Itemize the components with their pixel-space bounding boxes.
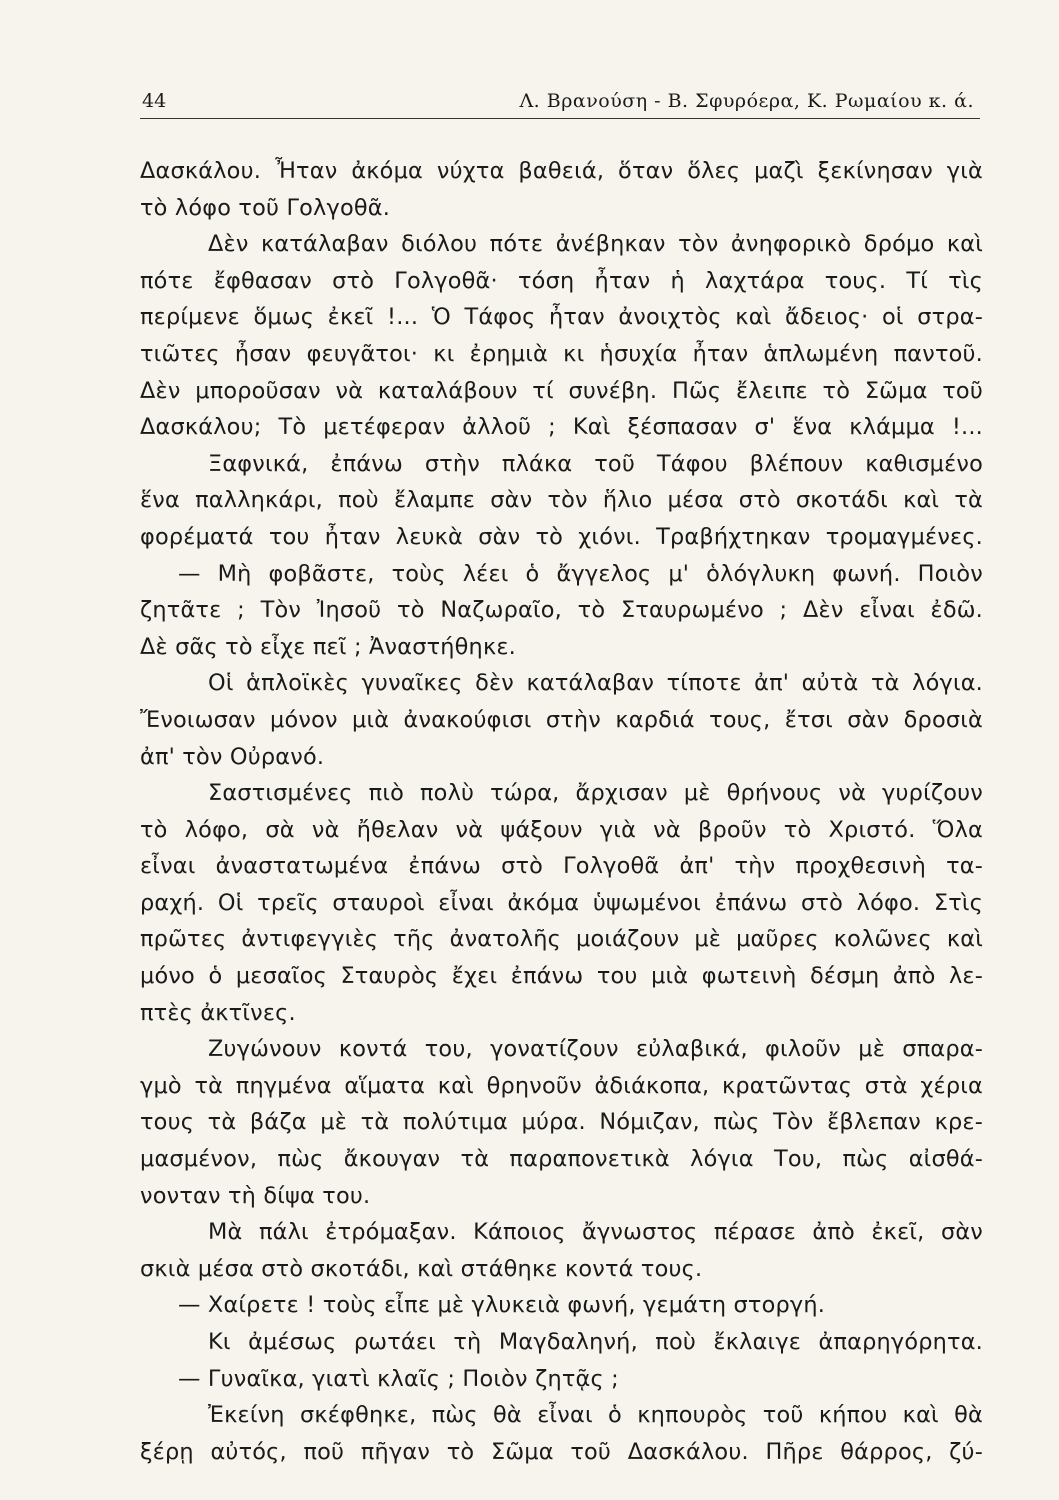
text-line: Ξαφνικά, ἐπάνω στὴν πλάκα τοῦ Τάφου βλέπουν καθισμένο — [208, 450, 983, 477]
text-line: ραχή. Οἱ τρεῖς σταυροὶ εἶναι ἀκόμα ὑψωμένοι ἐπάνω στὸ λόφο. Στὶς — [140, 889, 983, 916]
text-line: τὸ λόφο, σὰ νὰ ἤθελαν νὰ ψάξουν γιὰ νὰ βροῦν τὸ Χριστό. Ὅλα — [140, 816, 983, 843]
text-line: γμὸ τὰ πηγμένα αἵματα καὶ θρηνοῦν ἀδιάκοπα, κρατῶντας στὰ χέρια — [140, 1072, 983, 1099]
text-line: πρῶτες ἀντιφεγγιὲς τῆς ἀνατολῆς μοιάζουν μὲ μαῦρες κολῶνες καὶ — [140, 926, 983, 953]
text-line: — Μὴ φοβᾶστε, τοὺς λέει ὁ ἄγγελος μ' ὁλόγλυκη φωνή. Ποιὸν — [178, 560, 983, 587]
page-header — [140, 86, 980, 119]
running-head: Λ. Βρανούση - Β. Σφυρόερα, Κ. Ρωμαίου κ. ά. — [519, 90, 974, 112]
text-line: Κι ἀμέσως ρωτάει τὴ Μαγδαληνή, ποὺ ἔκλαιγε ἀπαρηγόρητα. — [208, 1329, 983, 1355]
text-line: τους τὰ βάζα μὲ τὰ πολύτιμα μύρα. Νόμιζαν, πὼς Τὸν ἔβλεπαν κρε- — [140, 1109, 983, 1136]
text-line: σκιὰ μέσα στὸ σκοτάδι, καὶ στάθηκε κοντά τους. — [140, 1255, 703, 1282]
text-line: ἀπ' τὸν Οὐρανό. — [140, 743, 325, 770]
text-line: Ἔνοιωσαν μόνον μιὰ ἀνακούφισι στὴν καρδιά τους, ἔτσι σὰν δροσιὰ — [140, 706, 983, 733]
text-line: Ἐκείνη σκέφθηκε, πὼς θὰ εἶναι ὁ κηπουρὸς τοῦ κήπου καὶ θὰ — [208, 1402, 983, 1429]
text-line: Δὲ σᾶς τὸ εἶχε πεῖ ; Ἀναστήθηκε. — [140, 633, 516, 660]
page-number: 44 — [142, 90, 167, 112]
text-line: μόνο ὁ μεσαῖος Σταυρὸς ἔχει ἐπάνω του μιὰ φωτεινὴ δέσμη ἀπὸ λε- — [140, 963, 983, 990]
text-line: ζητᾶτε ; Τὸν Ἰησοῦ τὸ Ναζωραῖο, τὸ Σταυρωμένο ; Δὲν εἶναι ἐδῶ. — [140, 597, 983, 624]
text-line: πτὲς ἀκτῖνες. — [140, 999, 296, 1026]
text-line: νονταν τὴ δίψα του. — [140, 1182, 371, 1209]
text-line: εἶναι ἀναστατωμένα ἐπάνω στὸ Γολγοθᾶ ἀπ' τὴν προχθεσινὴ τα- — [140, 853, 983, 880]
text-line: πότε ἔφθασαν στὸ Γολγοθᾶ· τόση ἦταν ἡ λαχτάρα τους. Τί τὶς — [140, 267, 983, 294]
text-line: Σαστισμένες πιὸ πολὺ τώρα, ἄρχισαν μὲ θρήνους νὰ γυρίζουν — [208, 780, 983, 807]
text-line: — Χαίρετε ! τοὺς εἶπε μὲ γλυκειὰ φωνή, γεμάτη στοργή. — [178, 1292, 826, 1319]
text-line: Μὰ πάλι ἐτρόμαξαν. Κάποιος ἄγνωστος πέρασε ἀπὸ ἐκεῖ, σὰν — [208, 1219, 983, 1246]
text-line: ξέρῃ αὐτός, ποῦ πῆγαν τὸ Σῶμα τοῦ Δασκάλου. Πῆρε θάρρος, ζύ- — [140, 1438, 983, 1465]
text-line: Δασκάλου; Τὸ μετέφεραν ἀλλοῦ ; Καὶ ξέσπασαν σ' ἕνα κλάμμα !... — [140, 414, 983, 441]
body-text — [140, 153, 983, 1470]
text-line: μασμένον, πὼς ἄκουγαν τὰ παραπονετικὰ λόγια Του, πὼς αἰσθά- — [140, 1146, 983, 1173]
text-line: Δὲν μποροῦσαν νὰ καταλάβουν τί συνέβη. Πῶς ἔλειπε τὸ Σῶμα τοῦ — [140, 377, 983, 404]
text-line: Δὲν κατάλαβαν διόλου πότε ἀνέβηκαν τὸν ἀνηφορικὸ δρόμο καὶ — [208, 231, 983, 258]
text-line: Ζυγώνουν κοντά του, γονατίζουν εὐλαβικά, φιλοῦν μὲ σπαρα- — [208, 1036, 983, 1063]
text-line: Οἱ ἁπλοϊκὲς γυναῖκες δὲν κατάλαβαν τίποτε ἀπ' αὐτὰ τὰ λόγια. — [208, 670, 983, 697]
text-line: τὸ λόφο τοῦ Γολγοθᾶ. — [140, 194, 391, 221]
text-line: τιῶτες ἦσαν φευγᾶτοι· κι ἐρημιὰ κι ἡσυχία ἦταν ἁπλωμένη παντοῦ. — [140, 340, 983, 367]
text-line: φορέματά του ἦταν λευκὰ σὰν τὸ χιόνι. Τραβήχτηκαν τρομαγμένες. — [140, 523, 983, 550]
text-line: Δασκάλου. Ἦταν ἀκόμα νύχτα βαθειά, ὅταν ὅλες μαζὶ ξεκίνησαν γιὰ — [140, 158, 983, 184]
text-line: ἕνα παλληκάρι, ποὺ ἔλαμπε σὰν τὸν ἥλιο μέσα στὸ σκοτάδι καὶ τὰ — [140, 487, 983, 514]
text-line: — Γυναῖκα, γιατὶ κλαῖς ; Ποιὸν ζητᾷς ; — [178, 1365, 619, 1392]
text-line: περίμενε ὅμως ἐκεῖ !... Ὁ Τάφος ἦταν ἀνοιχτὸς καὶ ἄδειος· οἱ στρα- — [140, 304, 983, 331]
